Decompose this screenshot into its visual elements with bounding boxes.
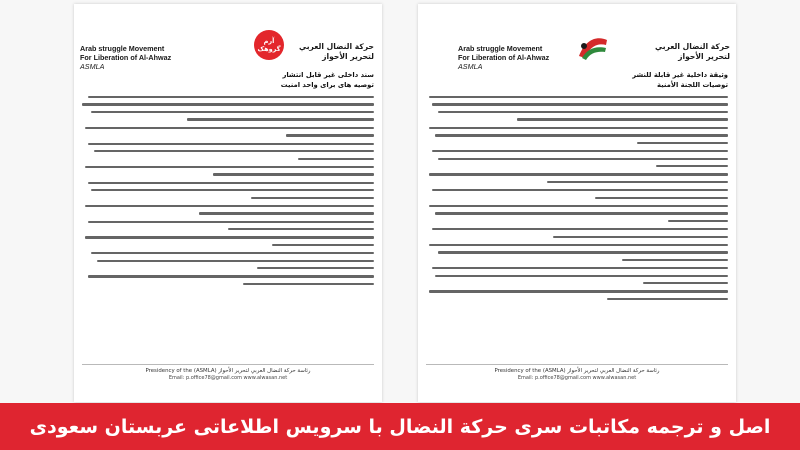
document-footer: [82, 364, 374, 382]
document-body-text: [426, 96, 728, 306]
red-emblem-icon: [254, 30, 284, 60]
translated-document-page: [74, 4, 382, 402]
header-ar-line: حركة النضال العربي: [299, 42, 374, 51]
title-line: سند داخلی غیر قابل انتشار: [282, 71, 374, 79]
header-arabic: [655, 42, 730, 61]
document-body-text: [82, 96, 374, 291]
footer-line: Presidency of the (ASMLA) رئاسة حركة النضال العربي لتحرير الأحواز: [494, 368, 660, 374]
logo-text: آرم: [263, 37, 275, 45]
header-en-line: ASMLA: [458, 62, 483, 71]
header-english: [80, 44, 171, 71]
header-english: [458, 44, 549, 71]
header-en-line: ASMLA: [80, 62, 105, 71]
header-en-line: For Liberation of Al-Ahwaz: [80, 53, 172, 62]
footer-line: Presidency of the (ASMLA) رئاسة حركة النضال العربي لتحرير الأحواز: [145, 368, 311, 374]
title-line: توصیه های برای واحد امنیت: [280, 81, 374, 89]
caption-text: اصل و ترجمه مکاتبات سری حرکة النضال با سرویس اطلاعاتی عربستان سعودی: [29, 415, 771, 438]
header-ar-line: لتحرير الأحواز: [678, 51, 730, 61]
header-ar-line: حركة النضال العربي: [655, 42, 730, 51]
document-header: [418, 14, 736, 71]
flag-emblem-icon: [576, 34, 610, 62]
footer-line: Email: p.office78@gmail.com www.alwasan.net: [517, 375, 637, 381]
document-title: [82, 70, 374, 90]
header-en-line: Arab struggle Movement: [458, 44, 543, 53]
document-title: [426, 70, 728, 90]
header-arabic: [299, 42, 374, 61]
header-en-line: Arab struggle Movement: [80, 44, 165, 53]
title-line: توصيات اللجنة الأمنية: [657, 81, 728, 89]
logo-text: گروهک: [257, 45, 281, 53]
header-ar-line: لتحرير الأحواز: [322, 51, 374, 61]
header-en-line: For Liberation of Al-Ahwaz: [458, 53, 550, 62]
document-header: [74, 14, 382, 71]
document-footer: [426, 364, 728, 382]
title-line: وثيقة داخلية غير قابلة للنشر: [632, 71, 728, 79]
caption-bar: [0, 403, 800, 450]
original-document-page: [418, 4, 736, 402]
footer-line: Email: p.office78@gmail.com www.alwasan.net: [168, 375, 288, 381]
